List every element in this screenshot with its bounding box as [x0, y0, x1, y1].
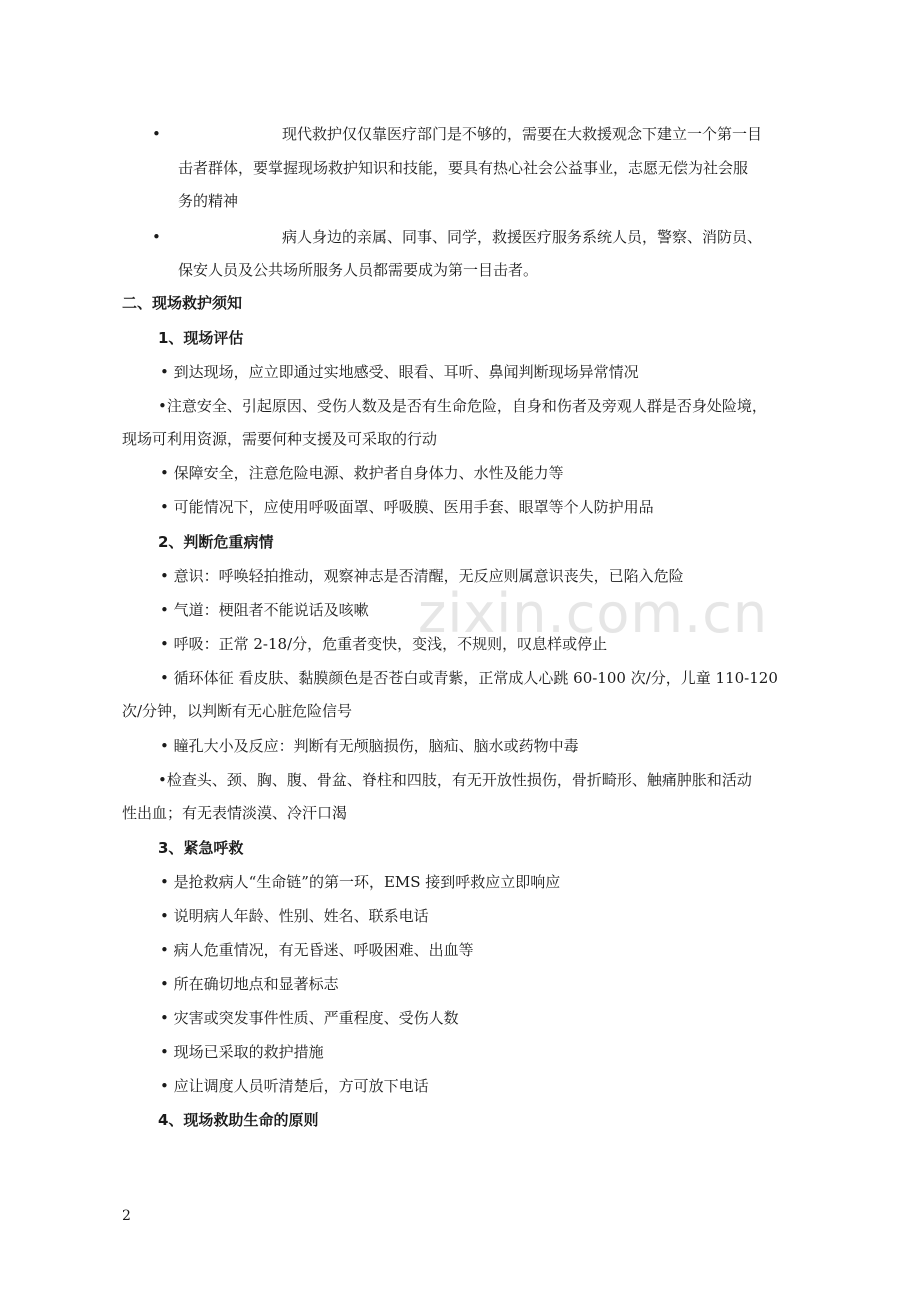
section-title: 二、现场救护须知	[122, 294, 243, 312]
subsection-title-4: 4、现场救助生命的原则	[158, 1111, 319, 1129]
list-item: • 保障安全，注意危险电源、救护者自身体力、水性及能力等	[160, 464, 564, 482]
list-item: • 所在确切地点和显著标志	[160, 975, 339, 993]
list-item: • 灾害或突发事件性质、严重程度、受伤人数	[160, 1009, 459, 1027]
list-item: • 到达现场，应立即通过实地感受、眼看、耳听、鼻闻判断现场异常情况	[160, 363, 639, 381]
list-item: •注意安全、引起原因、受伤人数及是否有生命危险，自身和伤者及旁观人群是否身处险境，	[158, 397, 767, 415]
bullet-dot: •	[152, 125, 161, 143]
list-item: • 应让调度人员听清楚后，方可放下电话	[160, 1077, 429, 1095]
list-item: • 瞳孔大小及反应：判断有无颅脑损伤，脑疝、脑水或药物中毒	[160, 737, 579, 755]
list-item: • 可能情况下，应使用呼吸面罩、呼吸膜、医用手套、眼罩等个人防护用品	[160, 498, 654, 516]
list-item: • 气道：梗阻者不能说话及咳嗽	[160, 601, 369, 619]
intro-p1-line-2: 击者群体，要掌握现场救护知识和技能，要具有热心社会公益事业，志愿无偿为社会服	[178, 159, 749, 177]
intro-p1-line-3: 务的精神	[178, 192, 239, 210]
list-item: 现场可利用资源，需要何种支援及可采取的行动	[122, 430, 438, 448]
list-item: • 说明病人年龄、性别、姓名、联系电话	[160, 907, 429, 925]
list-item: • 病人危重情况，有无昏迷、呼吸困难、出血等	[160, 941, 474, 959]
subsection-title-2: 2、判断危重病情	[158, 533, 274, 551]
list-item: 性出血；有无表情淡漠、冷汗口渴	[122, 804, 348, 822]
list-item: 次/分钟，以判断有无心脏危险信号	[122, 702, 353, 720]
intro-p1-line-1: 现代救护仅仅靠医疗部门是不够的，需要在大救援观念下建立一个第一目	[282, 125, 763, 143]
intro-p2-line-1: 病人身边的亲属、同事、同学，救援医疗服务系统人员，警察、消防员、	[282, 228, 763, 246]
subsection-title-1: 1、现场评估	[158, 329, 244, 347]
list-item: •检查头、颈、胸、腹、骨盆、脊柱和四肢，有无开放性损伤，骨折畸形、触痛肿胀和活动	[158, 771, 752, 789]
list-item: • 现场已采取的救护措施	[160, 1043, 324, 1061]
page-number: 2	[122, 1208, 131, 1224]
intro-p2-line-2: 保安人员及公共场所服务人员都需要成为第一目击者。	[178, 261, 539, 279]
list-item: • 意识：呼唤轻拍推动，观察神志是否清醒，无反应则属意识丧失，已陷入危险	[160, 567, 684, 585]
list-item: • 呼吸：正常 2-18/分，危重者变快，变浅，不规则，叹息样或停止	[160, 635, 608, 653]
bullet-dot: •	[152, 228, 161, 246]
list-item: • 循环体征 看皮肤、黏膜颜色是否苍白或青紫，正常成人心跳 60-100 次/分，儿童 110-120	[160, 669, 778, 687]
subsection-title-3: 3、紧急呼救	[158, 839, 244, 857]
list-item: • 是抢救病人“生命链”的第一环，EMS 接到呼救应立即响应	[160, 873, 561, 891]
watermark: zixin.com.cn	[418, 582, 769, 645]
